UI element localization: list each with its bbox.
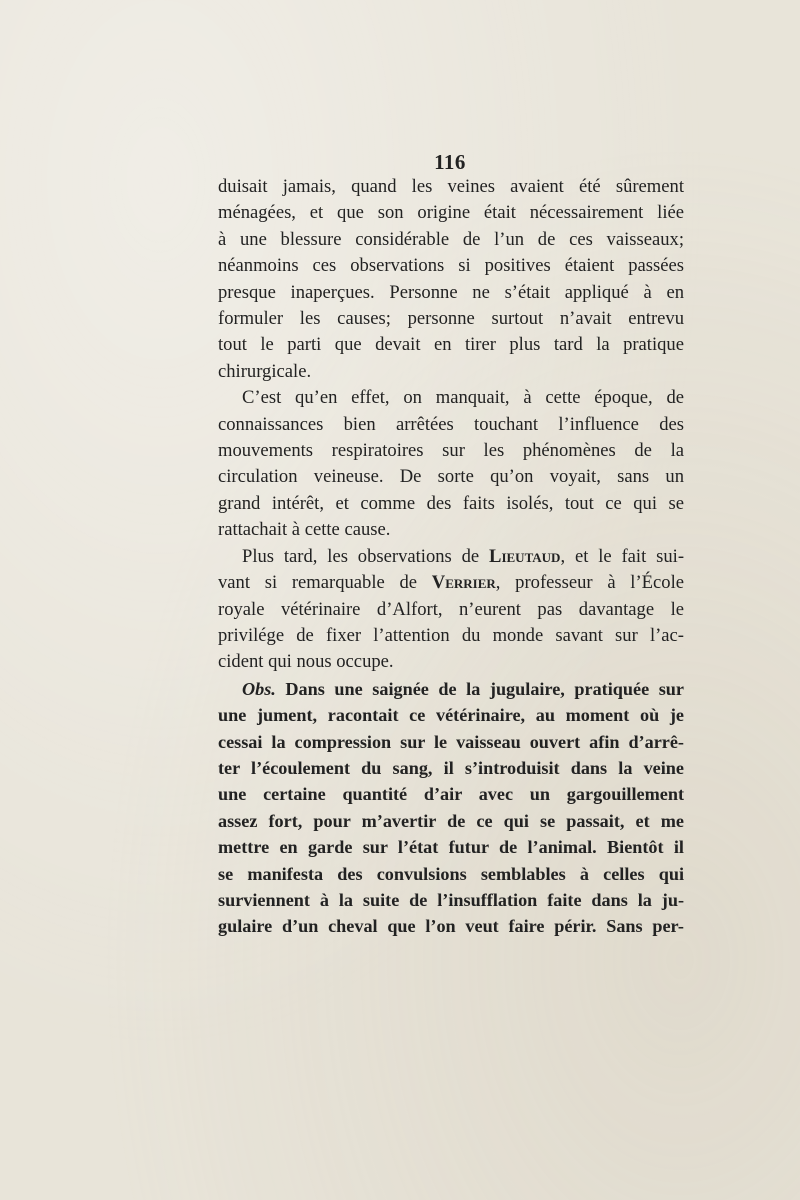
text-line xyxy=(218,544,684,570)
body-text xyxy=(218,174,684,940)
paragraph-3 xyxy=(218,544,684,676)
text-line: C’est qu’en effet, on manquait, à cette époque, de xyxy=(242,387,684,409)
text-line: une certaine quantité d’air avec un gargouillement xyxy=(218,784,684,805)
text-line: circulation veineuse. De sorte qu’on voyait, sans un xyxy=(218,466,684,488)
text-line: grand intérêt, et comme des faits isolés, tout ce qui se xyxy=(218,492,684,514)
author-name-verrier: Verrier xyxy=(431,572,496,594)
text-line: mouvements respiratoires sur les phénomènes de la xyxy=(218,440,684,462)
text-fragment: , et le fait sui- xyxy=(560,545,685,567)
paragraph-2 xyxy=(218,385,684,543)
text-line: formuler les causes; personne surtout n’avait entrevu xyxy=(218,308,684,330)
text-line: surviennent à la suite de l’insufflation faite dans la ju- xyxy=(218,889,684,910)
text-fragment: , professeur à l’École xyxy=(495,572,684,594)
text-line xyxy=(218,570,684,596)
text-line xyxy=(218,676,684,702)
text-line: cessai la compression sur le vaisseau ouvert afin d’arrê- xyxy=(218,731,684,752)
text-line: une jument, racontait ce vétérinaire, au moment où je xyxy=(218,705,684,726)
text-line: chirurgicale. xyxy=(218,360,312,382)
text-line: cident qui nous occupe. xyxy=(218,651,394,673)
text-line: connaissances bien arrêtées touchant l’influence des xyxy=(218,413,684,435)
text-line: à une blessure considérable de l’un de ces vaisseaux; xyxy=(218,228,684,250)
author-name-lieutaud: Lieutaud xyxy=(489,545,561,567)
text-line: néanmoins ces observations si positives étaient passées xyxy=(218,255,684,277)
text-line: privilége de fixer l’attention du monde savant sur l’ac- xyxy=(218,624,684,646)
obs-label: Obs. xyxy=(242,678,276,699)
text-line: mettre en garde sur l’état futur de l’animal. Bientôt il xyxy=(218,837,684,858)
text-line: presque inaperçues. Personne ne s’était appliqué à en xyxy=(218,281,684,303)
observation-paragraph xyxy=(218,676,684,940)
page-number: 116 xyxy=(434,150,466,174)
text-line: royale vétérinaire d’Alfort, n’eurent pas davantage le xyxy=(218,598,684,620)
text-line: se manifesta des convulsions semblables à celles qui xyxy=(218,863,684,884)
text-line: rattachait à cette cause. xyxy=(218,519,391,541)
text-line: ter l’écoulement du sang, il s’introduisit dans la veine xyxy=(218,757,684,778)
text-line: assez fort, pour m’avertir de ce qui se passait, et me xyxy=(218,810,684,831)
text-line: gulaire d’un cheval que l’on veut faire périr. Sans per- xyxy=(218,916,684,937)
paragraph-1 xyxy=(218,174,684,385)
text-line: duisait jamais, quand les veines avaient été sûrement xyxy=(218,176,684,197)
text-fragment: Dans une saignée de la jugulaire, pratiquée sur xyxy=(275,678,684,699)
text-fragment: Plus tard, les observations de xyxy=(242,545,490,567)
text-line: tout le parti que devait en tirer plus tard la pratique xyxy=(218,334,684,356)
text-fragment: vant si remarquable de xyxy=(218,572,432,594)
text-line: ménagées, et que son origine était nécessairement liée xyxy=(218,202,684,224)
